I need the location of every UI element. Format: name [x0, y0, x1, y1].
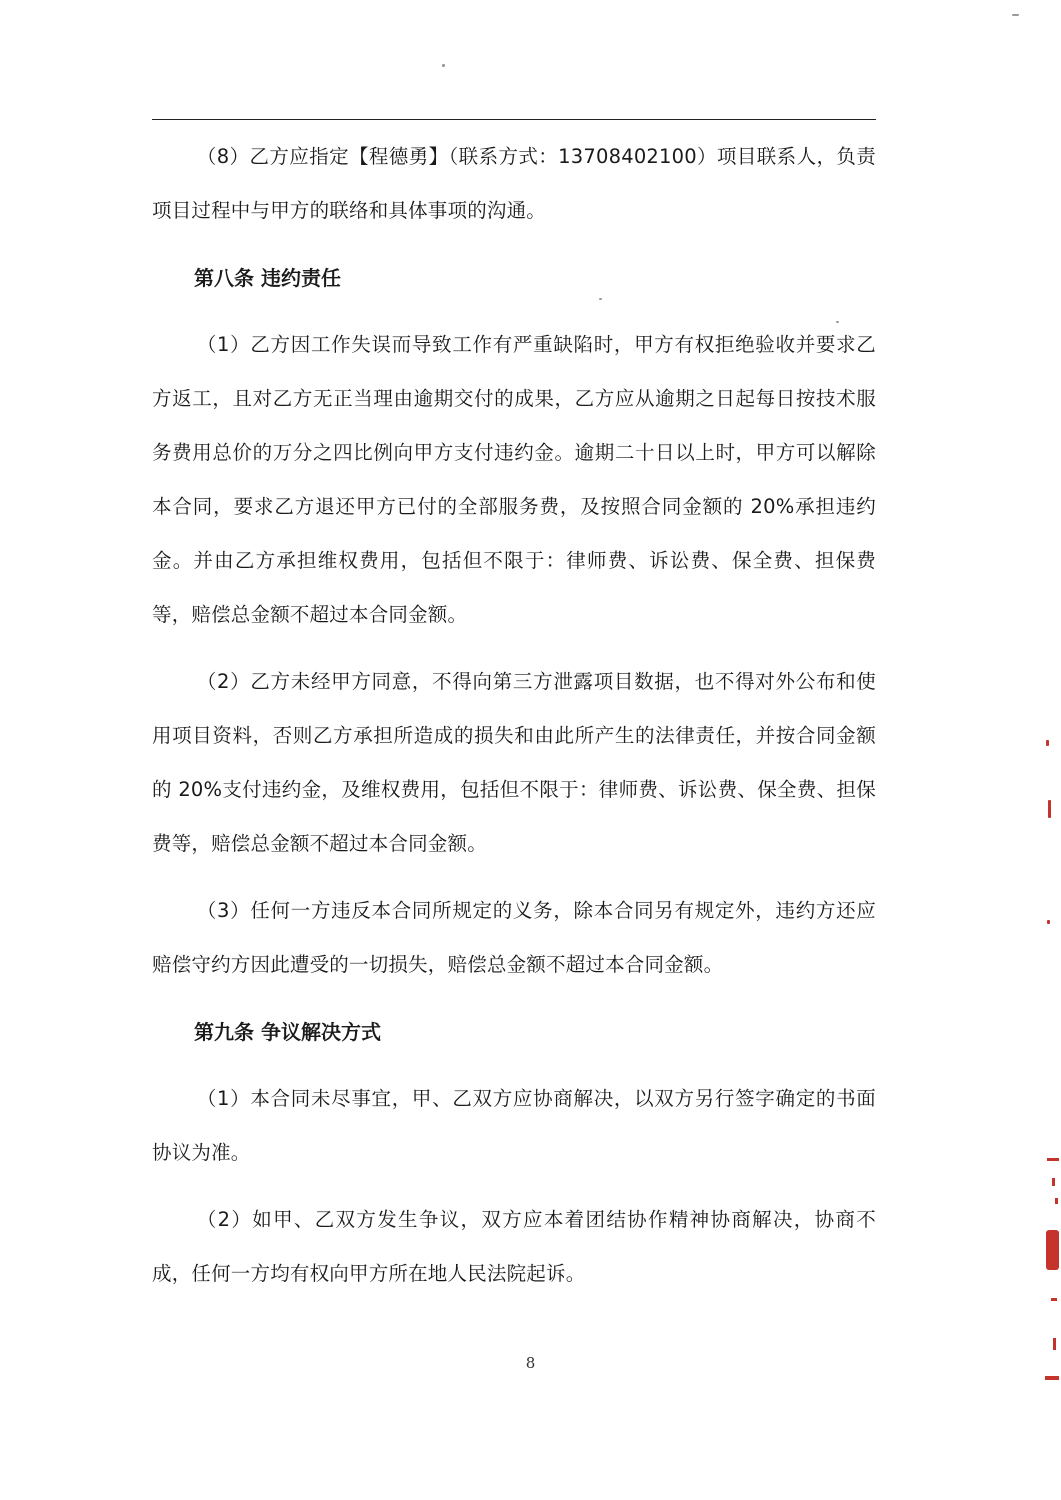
- clause-paragraph: （3）任何一方违反本合同所规定的义务，除本合同另有规定外，违约方还应赔偿守约方因此遭受的一切损失，赔偿总金额不超过本合同金额。: [152, 899, 876, 976]
- header-rule: [152, 119, 876, 120]
- article-8-heading: 第八条 违约责任: [194, 266, 341, 290]
- page-number: 8: [525, 1354, 536, 1372]
- stamp-edge-mark: [1046, 740, 1049, 746]
- clause-paragraph: （1）本合同未尽事宜，甲、乙双方应协商解决，以双方另行签字确定的书面协议为准。: [152, 1087, 876, 1164]
- seal-stamp-fragment: [1043, 1158, 1061, 1383]
- scan-speck: [1012, 14, 1019, 16]
- document-body: [152, 130, 876, 1314]
- article-9-heading: 第九条 争议解决方式: [194, 1020, 381, 1044]
- clause-paragraph: （8）乙方应指定【程德勇】（联系方式：13708402100）项目联系人，负责项目过程中与甲方的联络和具体事项的沟通。: [152, 145, 876, 222]
- clause-paragraph: （2）如甲、乙双方发生争议，双方应本着团结协作精神协商解决，协商不成，任何一方均有权向甲方所在地人民法院起诉。: [152, 1208, 876, 1285]
- clause-paragraph: （2）乙方未经甲方同意，不得向第三方泄露项目数据，也不得对外公布和使用项目资料，否则乙方承担所造成的损失和由此所产生的法律责任，并按合同金额的 20%支付违约金，及维权费用，包括但不限于：律师费、诉讼费、保全费、担保费等，赔偿总金额不超过本合同金额。: [152, 670, 876, 855]
- stamp-edge-mark: [1048, 800, 1051, 818]
- clause-paragraph: （1）乙方因工作失误而导致工作有严重缺陷时，甲方有权拒绝验收并要求乙方返工，且对乙方无正当理由逾期交付的成果，乙方应从逾期之日起每日按技术服务费用总价的万分之四比例向甲方支付违约金。逾期二十日以上时，甲方可以解除本合同，要求乙方退还甲方已付的全部服务费，及按照合同金额的 20%承担违约金。并由乙方承担维权费用，包括但不限于：律师费、诉讼费、保全费、担保费等，赔偿总金额不超过本合同金额。: [152, 333, 876, 626]
- scan-speck: [442, 64, 445, 67]
- stamp-edge-mark: [1047, 920, 1050, 924]
